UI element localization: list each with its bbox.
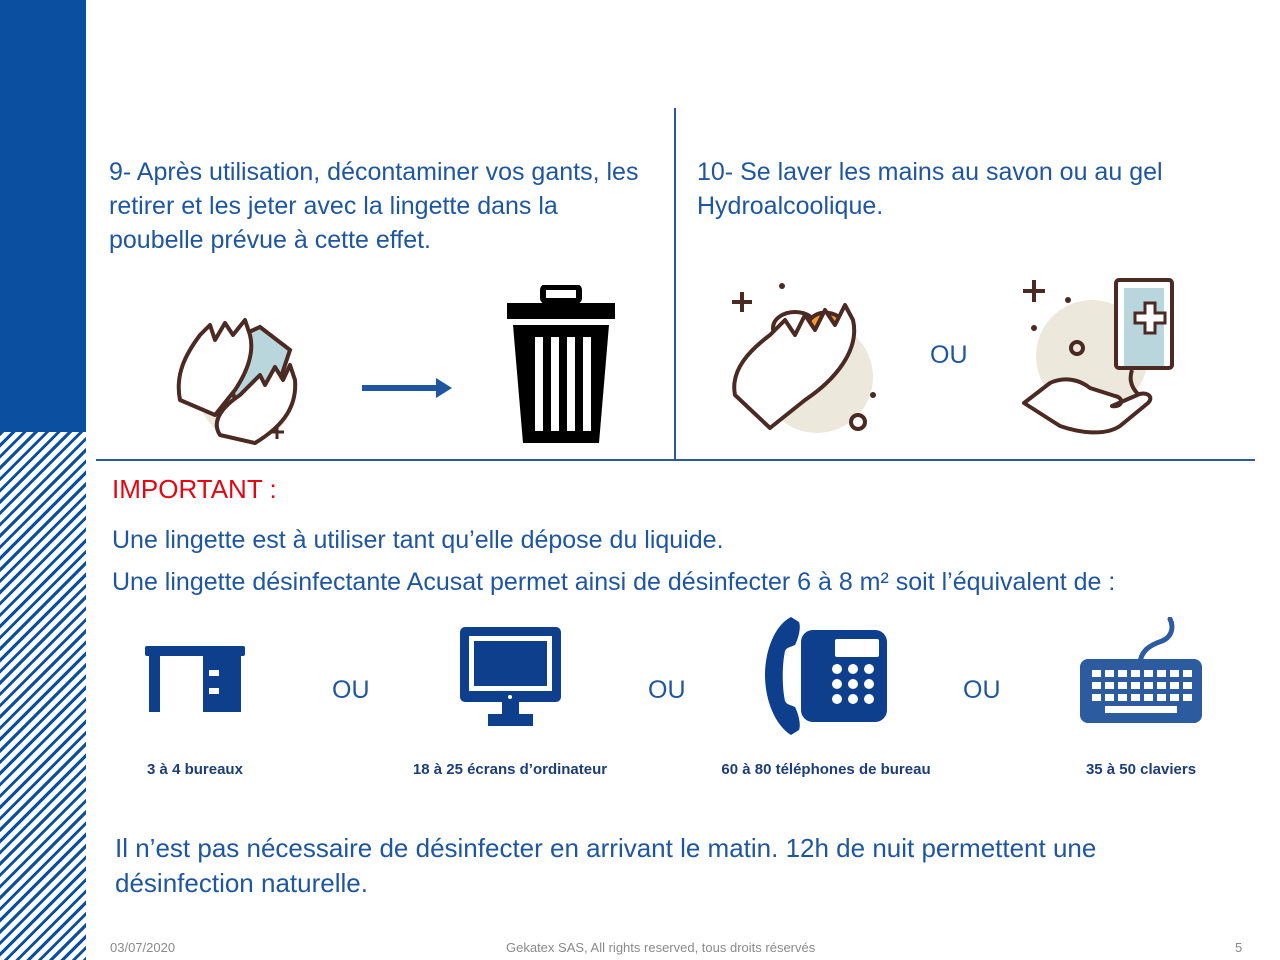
footer-date: 03/07/2020 [110,940,176,955]
hand-sanitizer-icon [1020,278,1180,438]
important-line-1: Une lingette est à utiliser tant qu’elle dépose du liquide. [112,526,724,554]
monitor-icon [458,625,563,730]
step-10-text: 10- Se laver les mains au savon ou au gel Hydroalcoolique. [697,158,1163,220]
vertical-divider [674,108,676,460]
horizontal-divider [96,459,1255,461]
arrow-right-icon [362,378,452,398]
trash-bin-icon [505,285,617,445]
or-label-step10: OU [930,341,968,369]
footer-copyright: Gekatex SAS, All rights reserved, tous droits réservés [506,940,816,955]
caption-phones: 60 à 80 téléphones de bureau [721,761,931,778]
bottom-note: Il n’est pas nécessaire de désinfecter en arrivant le matin. 12h de nuit permettent une désinfection naturelle. [115,833,1097,898]
caption-desks: 3 à 4 bureaux [147,761,243,778]
caption-monitors: 18 à 25 écrans d’ordinateur [412,761,608,778]
side-bar [0,0,86,432]
important-line-2: Une lingette désinfectante Acusat permet ainsi de désinfecter 6 à 8 m² soit l’équivalent de : [112,568,1116,596]
hands-wipe-icon [165,305,305,450]
hands-soap-icon [725,280,880,435]
side-stripes [0,432,86,960]
or-label-2: OU [648,676,686,704]
important-title: IMPORTANT : [112,474,277,504]
footer-page-number: 5 [1235,940,1243,955]
phone-icon [765,615,890,740]
step-9-text: 9- Après utilisation, décontaminer vos gants, les retirer et les jeter avec la lingette dans la poubelle prévue à cette effet. [109,158,639,254]
caption-keyboards: 35 à 50 claviers [1085,761,1197,778]
desk-icon [145,646,245,712]
or-label-3: OU [963,676,1001,704]
keyboard-icon [1080,617,1204,725]
or-label-1: OU [332,676,370,704]
